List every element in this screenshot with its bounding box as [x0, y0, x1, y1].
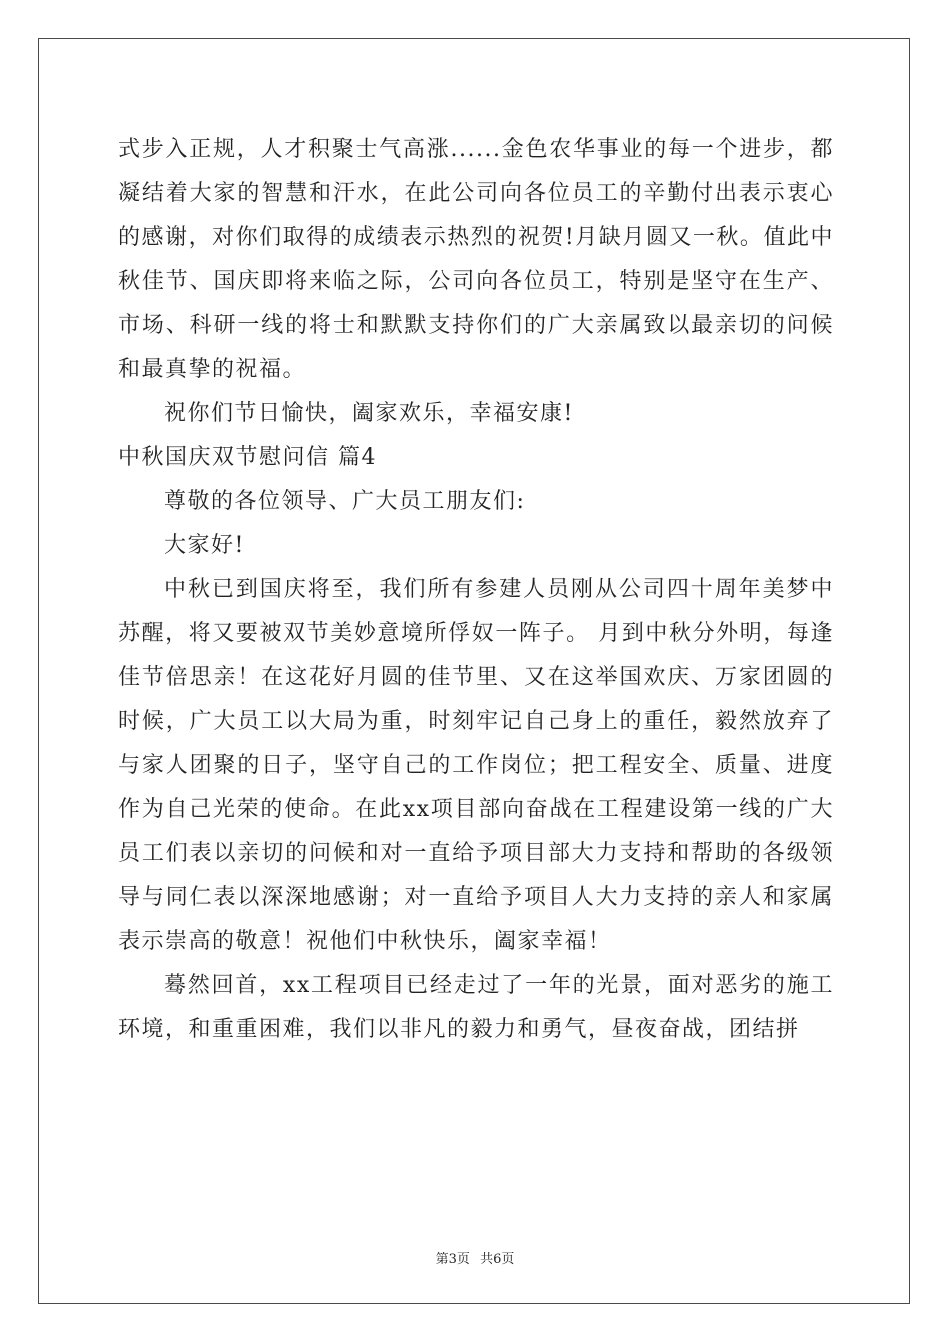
page-number: 第3页	[435, 1252, 470, 1267]
document-body	[118, 128, 834, 1052]
salutation: 尊敬的各位领导、广大员工朋友们:	[164, 489, 526, 514]
paragraph-body-1: 中秋已到国庆将至，我们所有参建人员刚从公司四十周年美梦中苏醒，将又要被双节美妙意境所俘奴一阵子。 月到中秋分外明，每逢佳节倍思亲！在这花好月圆的佳节里、又在这举国欢庆、万家团圆的时候，广大员工以大局为重，时刻牢记自己身上的重任，毅然放弃了与家人团聚的日子，坚守自己的工作岗位；把工程安全、质量、进度作为自己光荣的使命。在此xx项目部向奋战在工程建设第一线的广大员工们表以亲切的问候和对一直给予项目部大力支持和帮助的各级领导与同仁表以深深地感谢；对一直给予项目人大力支持的亲人和家属表示崇高的敬意！祝他们中秋快乐，阖家幸福！	[118, 577, 834, 954]
paragraph-continued: 式步入正规，人才积聚士气高涨......金色农华事业的每一个进步，都凝结着大家的智慧和汗水，在此公司向各位员工的辛勤付出表示衷心的感谢，对你们取得的成绩表示热烈的祝贺!月缺月圆又一秋。值此中秋佳节、国庆即将来临之际，公司向各位员工，特别是坚守在生产、市场、科研一线的将士和默默支持你们的广大亲属致以最亲切的问候和最真挚的祝福。	[118, 137, 834, 382]
greeting: 大家好!	[164, 533, 245, 558]
paragraph-body-2: 蓦然回首，xx工程项目已经走过了一年的光景，面对恶劣的施工环境，和重重困难，我们以非凡的毅力和勇气，昼夜奋战，团结拼	[118, 973, 834, 1042]
section-heading: 中秋国庆双节慰问信 篇4	[118, 445, 377, 470]
page-footer	[0, 1248, 950, 1267]
paragraph-wishes: 祝你们节日愉快，阖家欢乐，幸福安康!	[164, 401, 574, 426]
page-total: 共6页	[480, 1252, 515, 1267]
